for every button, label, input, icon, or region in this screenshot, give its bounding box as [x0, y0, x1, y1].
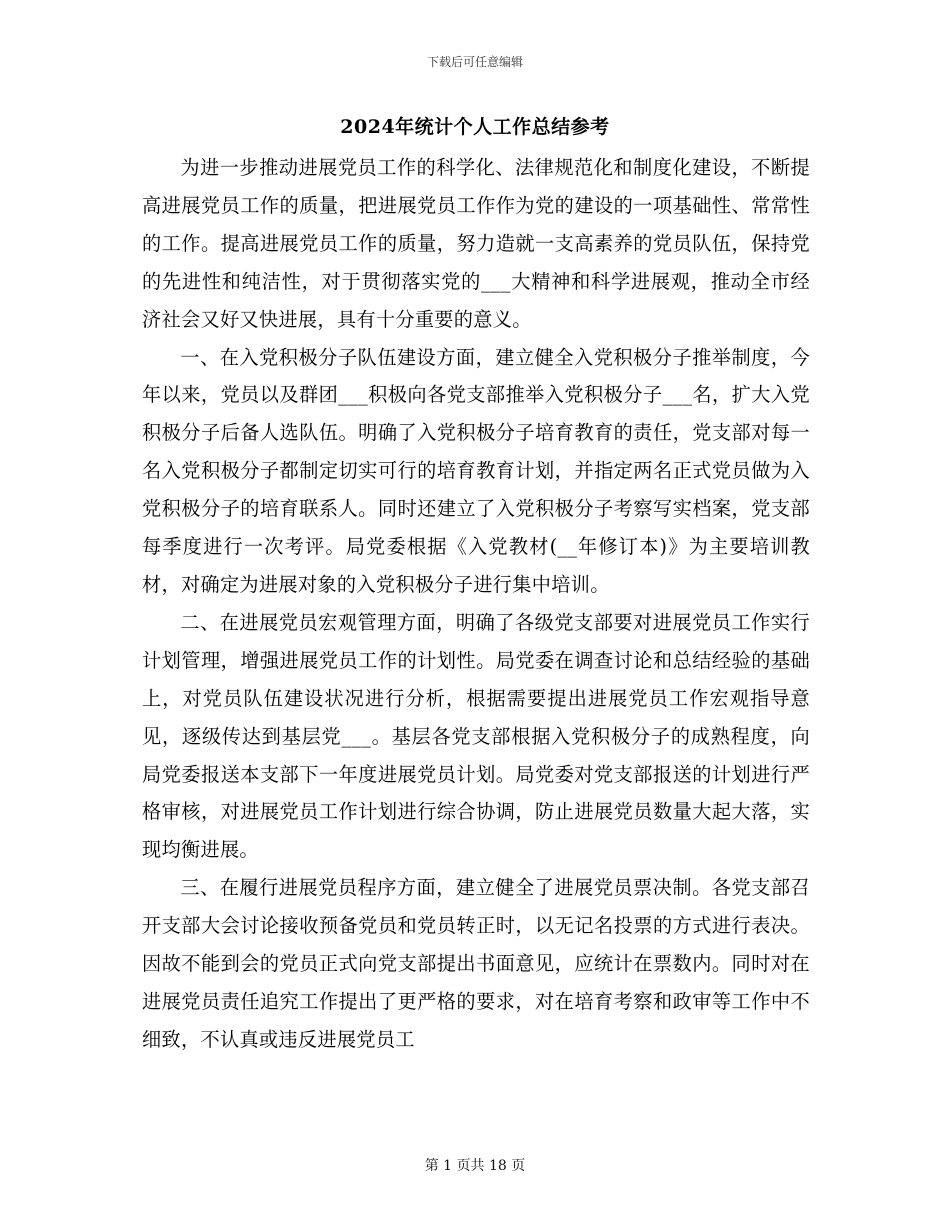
paragraph-intro: 为进一步推动进展党员工作的科学化、法律规范化和制度化建设，不断提高进展党员工作的质量，把进展党员工作作为党的建设的一项基础性、常常性的工作。提高进展党员工作的质量，努力造就一支高素养的党员队伍，保持党的先进性和纯洁性，对于贯彻落实党的___大精神和科学进展观，推动全市经济社会又好又快进展，具有十分重要的意义。 — [142, 156, 810, 331]
paragraph-section-3: 三、在履行进展党员程序方面，建立健全了进展党员票决制。各党支部召开支部大会讨论接收预备党员和党员转正时，以无记名投票的方式进行表决。因故不能到会的党员正式向党支部提出书面意见，应统计在票数内。同时对在进展党员责任追究工作提出了更严格的要求，对在培育考察和政审等工作中不细致，不认真或违反进展党员工 — [142, 876, 810, 1051]
page-number-footer: 第 1 页共 18 页 — [424, 1158, 526, 1174]
paragraph-section-2: 二、在进展党员宏观管理方面，明确了各级党支部要对进展党员工作实行计划管理，增强进展党员工作的计划性。局党委在调查讨论和总结经验的基础上，对党员队伍建设状况进行分析，根据需要提出进展党员工作宏观指导意见，逐级传达到基层党___。基层各党支部根据入党积极分子的成熟程度，向局党委报送本支部下一年度进展党员计划。局党委对党支部报送的计划进行严格审核，对进展党员工作计划进行综合协调，防止进展党员数量大起大落，实现均衡进展。 — [142, 610, 810, 862]
paragraph-section-1: 一、在入党积极分子队伍建设方面，建立健全入党积极分子推举制度，今年以来，党员以及群团___积极向各党支部推举入党积极分子___名，扩大入党积极分子后备人选队伍。明确了入党积极分子培育教育的责任，党支部对每一名入党积极分子都制定切实可行的培育教育计划，并指定两名正式党员做为入党积极分子的培育联系人。同时还建立了入党积极分子考察写实档案，党支部每季度进行一次考评。局党委根据《入党教材(__年修订本)》为主要培训教材，对确定为进展对象的入党积极分子进行集中培训。 — [142, 345, 810, 596]
document-body — [142, 149, 810, 1059]
header-note: 下载后可任意编辑 — [426, 55, 523, 69]
document-title: 2024年统计个人工作总结参考 — [340, 116, 610, 138]
